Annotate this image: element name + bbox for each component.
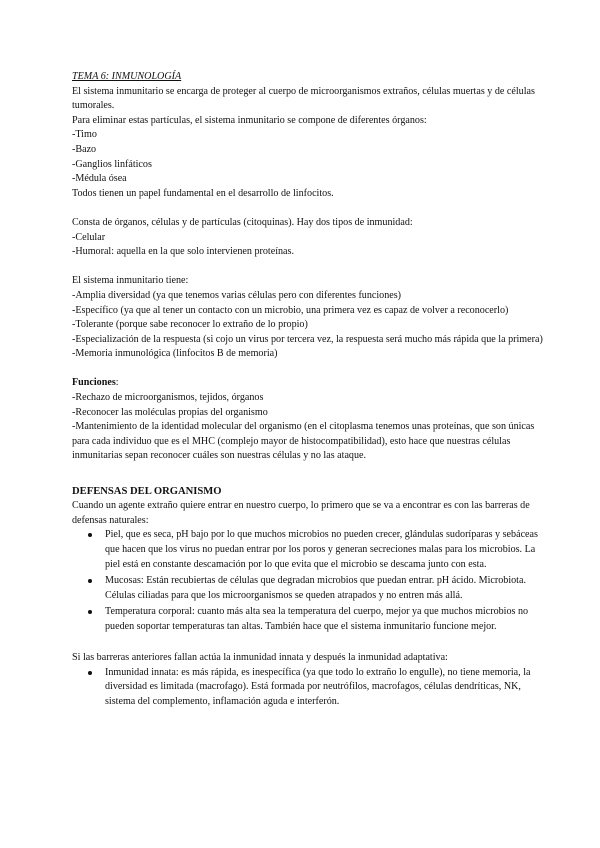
blank-line [72,201,550,216]
response-list-item: Inmunidad innata: es más rápida, es inespecífica (ya que todo lo extraño lo engulle), no tiene memoria, la diversidad es limitada (macrofago). Está formada por neutrófilos, macrofagos, células dendríticas, NK, sistema del complemento, inflamación aguda e interferón. [105,666,550,710]
organ-item: -Bazo [72,143,97,155]
trait-item: -Amplia diversidad (ya que tenemos varias células pero con diferentes funciones) [72,289,402,301]
barrier-list-item: Piel, que es seca, pH bajo por lo que muchos microbios no pueden crecer, glándulas sudoríparas y sebáceas que hacen que los virus no puedan entrar por los poros y generan secreciones malas para los microbios. La piel está en constante descamación por lo que evita que el microbio se descama junto con esta. [105,528,550,572]
blank-line [72,260,550,275]
trait-item: -Especialización de la respuesta (si cojo un virus por tercera vez, la respuesta será mucho más rápida que la primera) [72,333,543,345]
function-item: -Rechazo de microorganismos, tejidos, órganos [72,392,264,404]
traits-intro: El sistema inmunitario tiene: [72,275,189,287]
organs-role: Todos tienen un papel fundamental en el desarrollo de linfocitos. [72,187,334,199]
immunity-intro: Consta de órganos, células y de partículas (citoquinas). Hay dos tipos de inmunidad: [72,216,413,228]
blank-line [72,464,550,479]
blank-line [72,362,550,377]
function-item: -Mantenimiento de la identidad molecular del organismo (en el citoplasma tenemos unas proteínas, que son únicas para cada individuo que es el MHC (complejo mayor de histocompatibilidad), esto hace que nuestras células inmunitarias sepan reconocer cuáles son nuestras células y no las ataque. [72,421,535,462]
organ-item: -Médula ósea [72,173,127,185]
immunity-type-item: -Humoral: aquella en la que solo intervienen proteínas. [72,246,294,258]
barrier-list-item: Temperatura corporal: cuanto más alta sea la temperatura del cuerpo, mejor ya que muchos microbios no pueden soportar temperaturas tan altas. También hace que el sistema inmunitario funcione mejor. [105,605,550,634]
blank-line [72,637,550,652]
organ-item: -Ganglios linfáticos [72,158,152,170]
trait-item: -Tolerante (porque sabe reconocer lo extraño de lo propio) [72,319,308,331]
functions-label: Funciones [72,377,116,389]
organ-item: -Timo [72,129,97,141]
intro-paragraph: El sistema inmunitario se encarga de proteger al cuerpo de microorganismos extraños, células muertas y de células tumorales. [72,85,535,112]
barrier-list-item: Mucosas: Están recubiertas de células que degradan microbios que puedan entrar. pH ácido. Microbiota. Células ciliadas para que los microorganismos se queden atrapados y no entren más allá. [105,574,550,603]
trait-item: -Memoria inmunológica (linfocitos B de memoria) [72,348,278,360]
trait-item: -Específico (ya que al tener un contacto con un microbio, una primera vez es capaz de volver a reconocerlo) [72,304,509,316]
section-title: DEFENSAS DEL ORGANISMO [72,485,222,497]
responses-list [72,666,550,710]
defenses-intro: Cuando un agente extraño quiere entrar en nuestro cuerpo, lo primero que se va a encontrar es con las barreras de defensas naturales: [72,500,530,526]
organs-intro: Para eliminar estas partículas, el sistema inmunitario se compone de diferentes órganos: [72,114,427,126]
function-item: -Reconocer las moléculas propias del organismo [72,406,268,418]
immunity-type-item: -Celular [72,231,106,243]
functions-colon: : [115,377,119,389]
response-intro: Si las barreras anteriores fallan actúa la inmunidad innata y después la inmunidad adaptativa: [72,652,448,664]
document-title: TEMA 6: INMUNOLOGÍA [72,71,182,82]
barriers-list [72,528,550,634]
functions-heading [72,376,550,391]
